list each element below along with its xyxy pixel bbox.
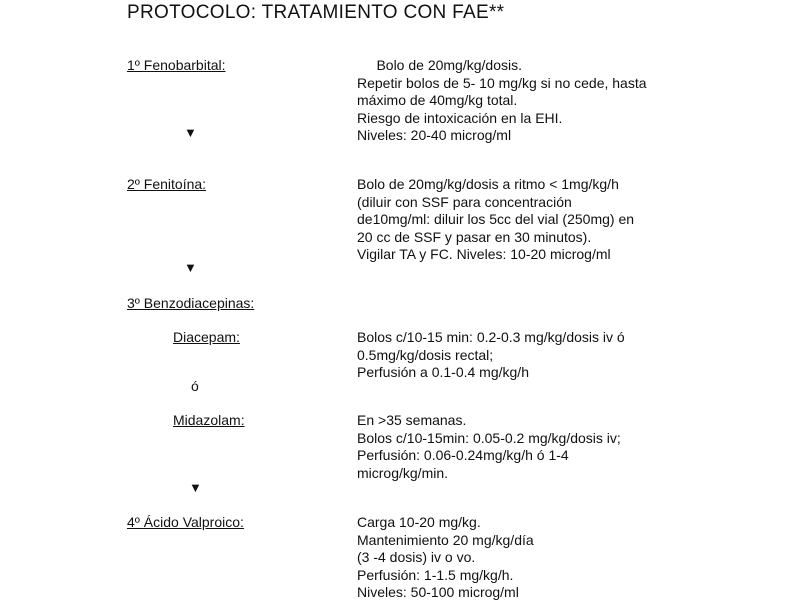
section-1-line-5: Niveles: 20-40 microg/ml — [357, 127, 512, 143]
section-3-label: 3º Benzodiacepinas: — [127, 295, 255, 311]
section-2-line-2: (diluir con SSF para concentración — [357, 193, 572, 210]
section-4-label: 4º Ácido Valproico: — [127, 514, 244, 530]
section-2-description — [357, 176, 634, 264]
midazolam-line-1: En >35 semanas. — [357, 412, 467, 428]
section-1-line-2: Repetir bolos de 5- 10 mg/kg si no cede, hasta — [357, 74, 647, 91]
section-4-line-3: (3 -4 dosis) iv o vo. — [357, 549, 476, 565]
diacepam-line-3: Perfusión a 0.1-0.4 mg/kg/h — [357, 364, 529, 380]
midazolam-line-3: Perfusión: 0.06-0.24mg/kg/h ó 1-4 — [357, 447, 569, 463]
diacepam-line-2: 0.5mg/kg/dosis rectal; — [357, 346, 494, 363]
section-4-line-1: Carga 10-20 mg/kg. — [357, 514, 481, 530]
section-4-line-4: Perfusión: 1-1.5 mg/kg/h. — [357, 566, 514, 583]
section-1-label: 1º Fenobarbital: — [127, 57, 226, 73]
midazolam-line-2: Bolos c/10-15min: 0.05-0.2 mg/kg/dosis iv; — [357, 429, 621, 446]
section-2-line-5: Vigilar TA y FC. Niveles: 10-20 microg/ml — [357, 246, 611, 262]
section-2-line-4: 20 cc de SSF y pasar en 30 minutos). — [357, 228, 592, 245]
down-arrow-icon: ▼ — [184, 125, 197, 140]
section-1-description — [357, 57, 647, 145]
section-4-description — [357, 514, 534, 602]
section-2-line-3: de10mg/ml: diluir los 5cc del vial (250mg) en — [357, 211, 635, 227]
page-title: PROTOCOLO: TRATAMIENTO CON FAE** — [127, 2, 505, 23]
section-2-label: 2º Fenitoína: — [127, 176, 207, 192]
diacepam-line-1: Bolos c/10-15 min: 0.2-0.3 mg/kg/dosis iv ó — [357, 329, 625, 345]
midazolam-line-4: microg/kg/min. — [357, 464, 449, 481]
diacepam-label: Diacepam: — [173, 329, 240, 345]
diacepam-description — [357, 329, 625, 382]
section-1-line-4: Riesgo de intoxicación en la EHI. — [357, 109, 563, 126]
section-1-line-3: máximo de 40mg/kg total. — [357, 92, 518, 108]
section-2-line-1: Bolo de 20mg/kg/dosis a ritmo < 1mg/kg/h — [357, 176, 619, 192]
section-1-line-1: Bolo de 20mg/kg/dosis. — [357, 57, 522, 73]
section-4-line-2: Mantenimiento 20 mg/kg/día — [357, 531, 534, 548]
down-arrow-icon: ▼ — [184, 260, 197, 275]
midazolam-description — [357, 412, 621, 482]
midazolam-label: Midazolam: — [173, 412, 245, 428]
down-arrow-icon: ▼ — [189, 480, 202, 495]
or-connector: ó — [191, 378, 199, 394]
section-4-line-5: Niveles: 50-100 microg/ml — [357, 584, 519, 600]
